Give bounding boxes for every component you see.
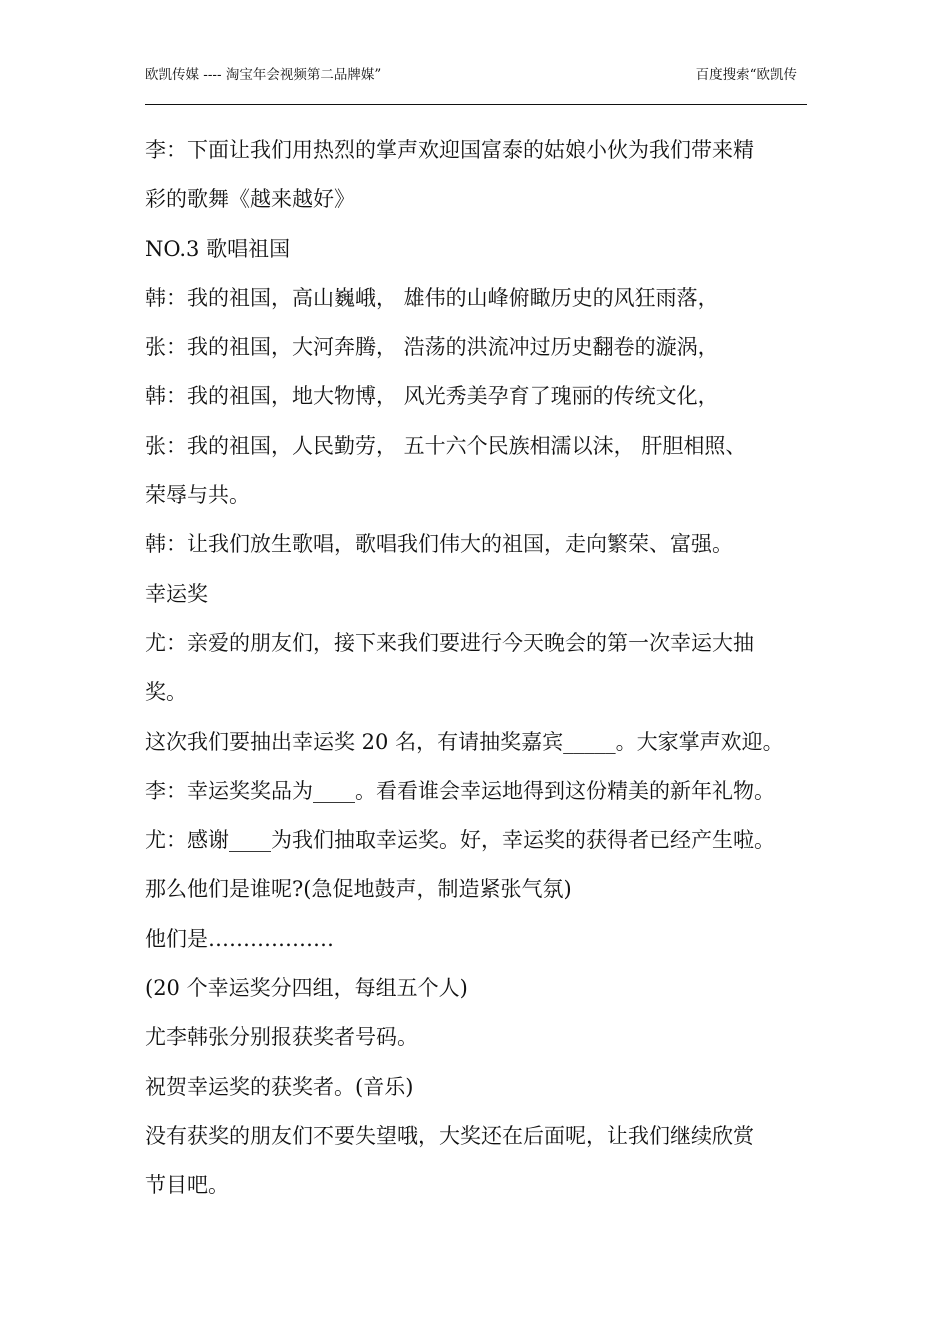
page-header [145, 66, 807, 105]
text-line: 张：我的祖国，大河奔腾， 浩荡的洪流冲过历史翻卷的漩涡， [145, 335, 719, 360]
text-line: 他们是……………… [145, 926, 334, 951]
text-line: 这次我们要抽出幸运奖 20 名，有请抽奖嘉宾_____。大家掌声欢迎。 [145, 729, 784, 754]
text-line: 李：下面让我们用热烈的掌声欢迎国富泰的姑娘小伙为我们带来精 [145, 138, 754, 162]
header-right-text: 百度搜索“欧凯传 [695, 67, 797, 83]
text-line: 奖。 [145, 680, 187, 705]
header-left-text: 欧凯传媒 ---- 淘宝年会视频第二品牌媒” [145, 67, 382, 83]
text-line: 尤：感谢____为我们抽取幸运奖。好，幸运奖的获得者已经产生啦。 [145, 828, 775, 853]
text-line: 韩：我的祖国，高山巍峨， 雄伟的山峰俯瞰历史的风狂雨落， [145, 285, 719, 310]
text-line: 李：幸运奖奖品为____。看看谁会幸运地得到这份精美的新年礼物。 [145, 778, 775, 803]
text-line: 节目吧。 [145, 1173, 229, 1198]
text-line: 没有获奖的朋友们不要失望哦，大奖还在后面呢，让我们继续欣赏 [145, 1123, 754, 1148]
text-line: 韩：让我们放生歌唱，歌唱我们伟大的祖国，走向繁荣、富强。 [145, 532, 733, 557]
text-line: 那么他们是谁呢?(急促地鼓声，制造紧张气氛) [145, 877, 572, 902]
document-body [145, 126, 845, 1211]
text-line: (20 个幸运奖分四组，每组五个人) [145, 976, 468, 1001]
section-heading: NO.3 歌唱祖国 [145, 236, 291, 261]
text-line: 尤李韩张分别报获奖者号码。 [145, 1025, 418, 1050]
text-line: 韩：我的祖国，地大物博， 风光秀美孕育了瑰丽的传统文化， [145, 384, 719, 409]
text-line: 祝贺幸运奖的获奖者。(音乐) [145, 1074, 414, 1099]
text-line: 尤：亲爱的朋友们，接下来我们要进行今天晚会的第一次幸运大抽 [145, 630, 754, 655]
text-line: 彩的歌舞《越来越好》 [145, 187, 355, 212]
section-heading: 幸运奖 [145, 581, 208, 606]
text-line: 荣辱与共。 [145, 483, 250, 508]
text-line: 张：我的祖国，人民勤劳， 五十六个民族相濡以沫， 肝胆相照、 [145, 433, 747, 458]
